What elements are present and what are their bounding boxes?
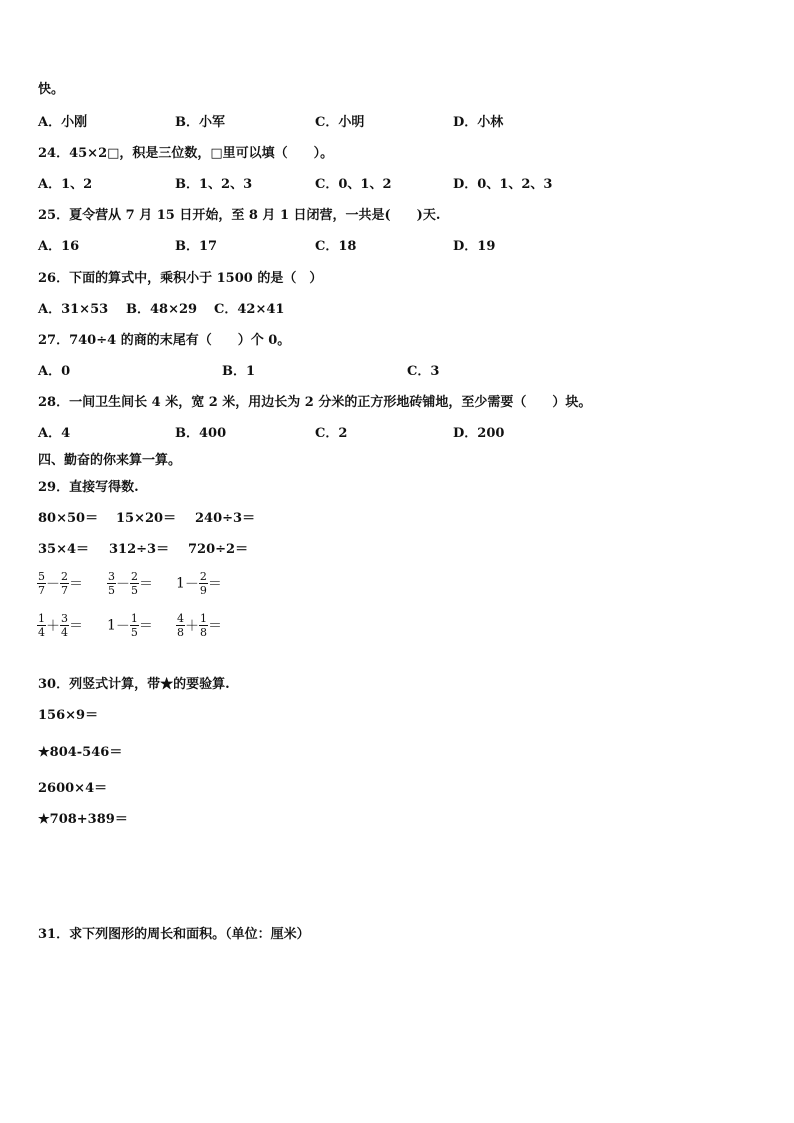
q25-option-a: A．16 <box>38 239 80 254</box>
q23-tail: 快。 <box>38 82 65 97</box>
q26-option-c: C．42×41 <box>214 302 285 317</box>
q27-option-c: C．3 <box>407 364 440 379</box>
q30-question: 30．列竖式计算，带★的要验算. <box>38 677 230 692</box>
q27-question: 27．740÷4 的商的末尾有（ ）个 0。 <box>38 333 291 348</box>
fraction-expression-e: 1－ $\frac{1}{5}$ ＝ <box>107 612 153 639</box>
q28-option-b: B．400 <box>175 426 227 441</box>
q30-item: ★708+389＝ <box>38 812 128 827</box>
q29-row2-item: 720÷2＝ <box>188 542 249 557</box>
q30-item: 2600×4＝ <box>38 781 108 796</box>
q27-option-b: B．1 <box>222 364 256 379</box>
q24-question: 24．45×2□，积是三位数，□里可以填（ ）。 <box>38 146 334 161</box>
q30-item: 156×9＝ <box>38 708 99 723</box>
q24-option-c: C．0、1、2 <box>315 177 392 192</box>
q25-question: 25．夏令营从 7 月 15 日开始，至 8 月 1 日闭营，一共是( )天. <box>38 208 441 223</box>
q26-question: 26．下面的算式中，乘积小于 1500 的是（ ） <box>38 271 323 286</box>
q29-row1-item: 80×50＝ <box>38 511 99 526</box>
q24-option-b: B．1、2、3 <box>175 177 253 192</box>
fraction-expression-f: $\frac{4}{8}$ ＋ $\frac{1}{8}$ ＝ <box>177 612 222 639</box>
q29-row1-item: 240÷3＝ <box>195 511 256 526</box>
q25-option-d: D．19 <box>453 239 496 254</box>
q28-option-a: A．4 <box>38 426 71 441</box>
q23-option-a: A．小刚 <box>38 115 88 130</box>
q24-option-a: A．1、2 <box>38 177 93 192</box>
q29-question: 29．直接写得数. <box>38 480 139 495</box>
q24-option-d: D．0、1、2、3 <box>453 177 553 192</box>
fraction: $\frac{1}{8}$ <box>200 612 207 639</box>
fraction: $\frac{1}{5}$ <box>130 612 138 639</box>
q31-question: 31．求下列图形的周长和面积。（单位：厘米） <box>38 927 310 942</box>
fraction-expression-b: $\frac{3}{5}$ － $\frac{2}{5}$ ＝ <box>108 570 153 597</box>
q28-option-c: C．2 <box>315 426 348 441</box>
q23-option-b: B．小军 <box>175 115 225 130</box>
q27-option-a: A．0 <box>38 364 71 379</box>
fraction: $\frac{3}{4}$ <box>61 612 68 639</box>
fraction: $\frac{2}{5}$ <box>131 570 138 597</box>
q26-option-a: A．31×53 <box>38 302 109 317</box>
fraction: $\frac{2}{9}$ <box>199 570 207 597</box>
q26-option-b: B．48×29 <box>126 302 198 317</box>
q28-option-d: D．200 <box>453 426 505 441</box>
q23-option-c: C．小明 <box>315 115 365 130</box>
section-4-heading: 四、勤奋的你来算一算。 <box>38 453 182 468</box>
q29-row2-item: 312÷3＝ <box>109 542 170 557</box>
fraction: $\frac{4}{8}$ <box>177 612 184 639</box>
q29-row2-item: 35×4＝ <box>38 542 90 557</box>
fraction-expression-d: $\frac{1}{4}$ ＋ $\frac{3}{4}$ ＝ <box>38 612 83 639</box>
q29-row1-item: 15×20＝ <box>116 511 177 526</box>
fraction-expression-c: 1－ $\frac{2}{9}$ ＝ <box>176 570 222 597</box>
q30-item: ★804-546＝ <box>38 745 123 760</box>
fraction: $\frac{1}{4}$ <box>38 612 45 639</box>
q23-option-d: D．小林 <box>453 115 504 130</box>
fraction-expression-a: $\frac{5}{7}$ － $\frac{2}{7}$ ＝ <box>38 570 83 597</box>
fraction: $\frac{5}{7}$ <box>38 570 45 597</box>
q25-option-c: C．18 <box>315 239 357 254</box>
fraction: $\frac{3}{5}$ <box>108 570 115 597</box>
fraction: $\frac{2}{7}$ <box>61 570 68 597</box>
q28-question: 28．一间卫生间长 4 米，宽 2 米，用边长为 2 分米的正方形地砖铺地，至少需要（ ）块。 <box>38 395 592 410</box>
q25-option-b: B．17 <box>175 239 218 254</box>
